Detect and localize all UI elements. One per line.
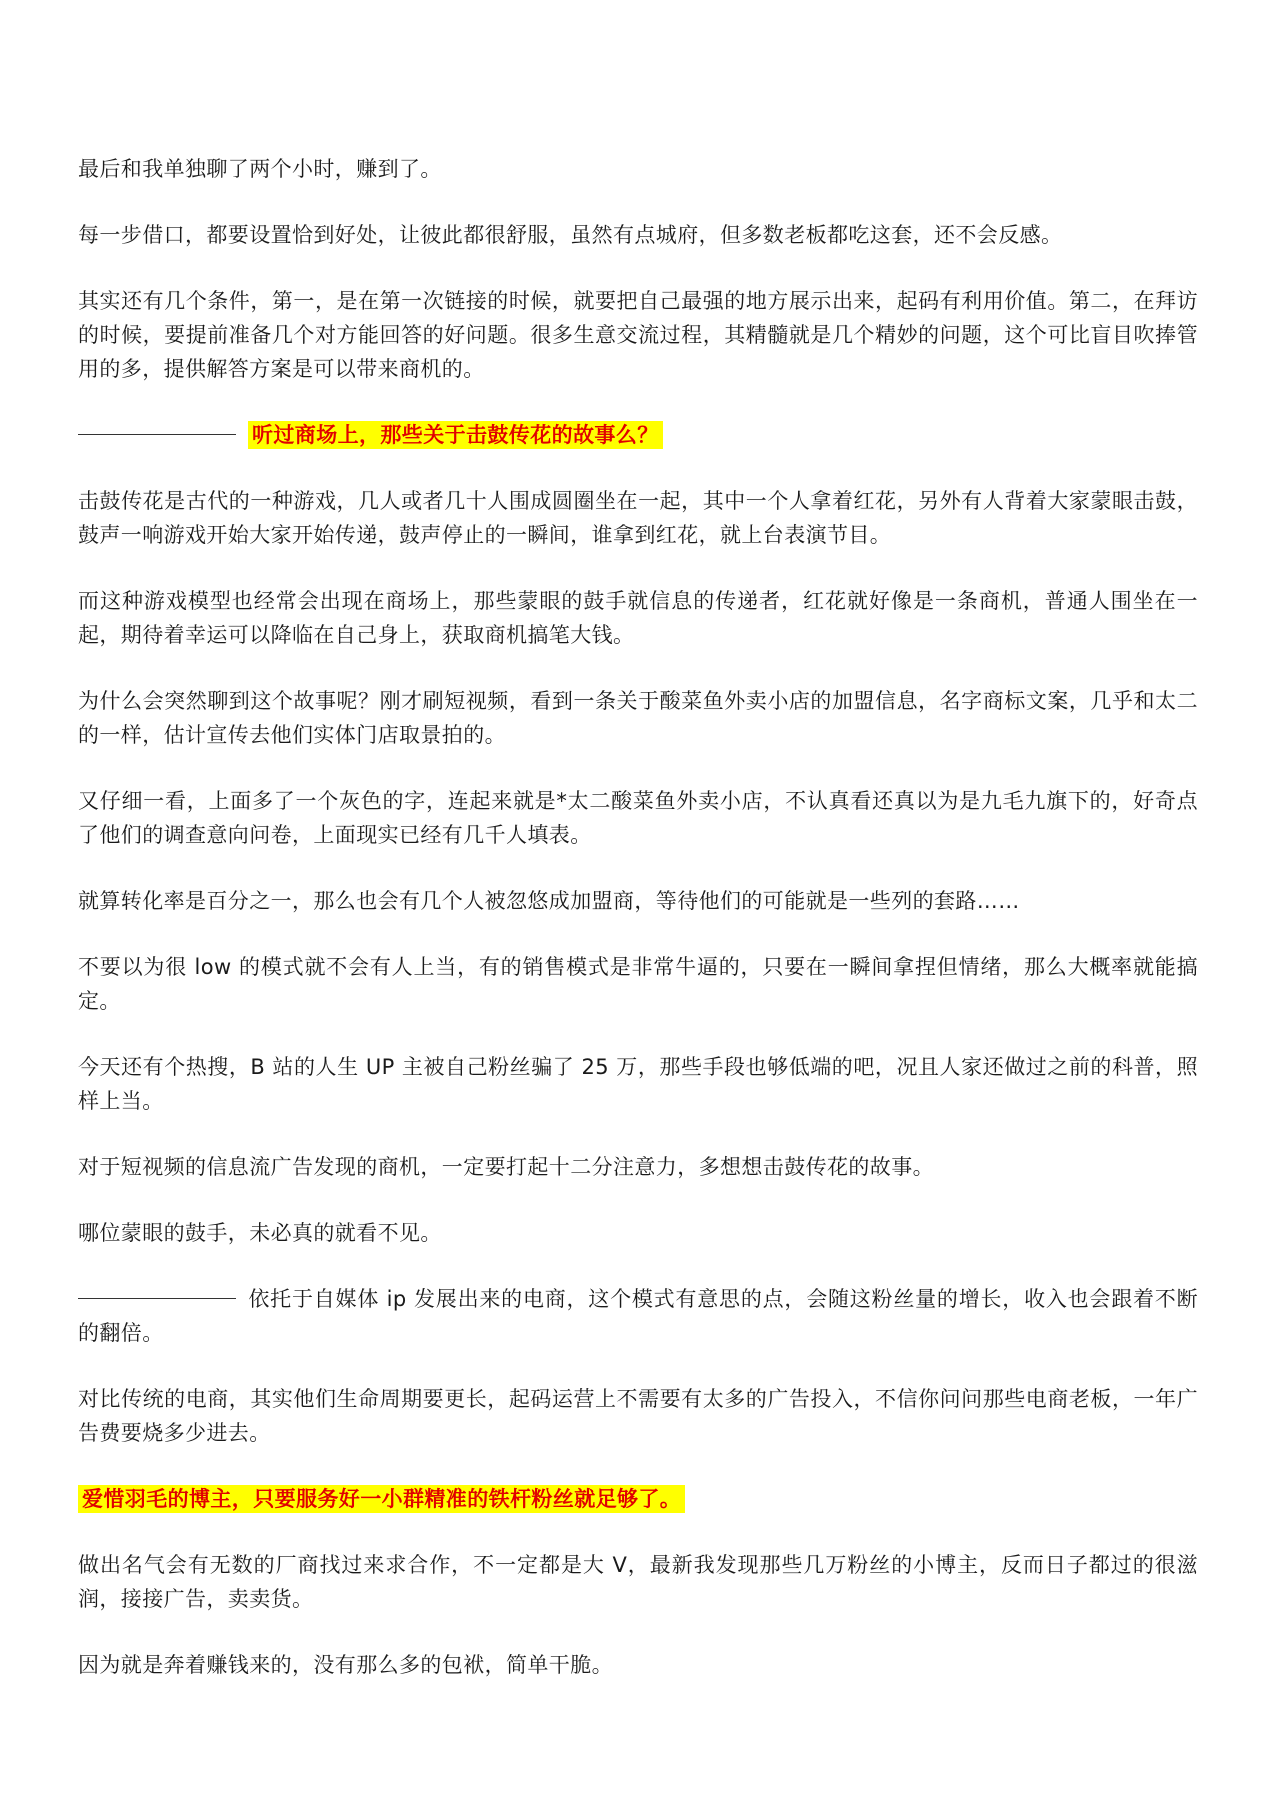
highlighted-heading: 听过商场上，那些关于击鼓传花的故事么？: [248, 421, 663, 449]
paragraph: 最后和我单独聊了两个小时，赚到了。: [78, 157, 442, 181]
section-heading: [78, 418, 1198, 452]
paragraph: 又仔细一看，上面多了一个灰色的字，连起来就是*太二酸菜鱼外卖小店，不认真看还真以为是九毛九旗下的，好奇点了他们的调查意向问卷，上面现实已经有几千人填表。: [78, 789, 1198, 847]
section-paragraph: [78, 1282, 1198, 1350]
paragraph: 对于短视频的信息流广告发现的商机，一定要打起十二分注意力，多想想击鼓传花的故事。: [78, 1155, 934, 1179]
paragraph: 就算转化率是百分之一，那么也会有几个人被忽悠成加盟商，等待他们的可能就是一些列的套路……: [78, 889, 1020, 913]
paragraph: 每一步借口，都要设置恰到好处，让彼此都很舒服，虽然有点城府，但多数老板都吃这套，还不会反感。: [78, 223, 1063, 247]
paragraph: 因为就是奔着赚钱来的，没有那么多的包袱，简单干脆。: [78, 1653, 613, 1677]
document-page: [78, 152, 1198, 1714]
paragraph: 其实还有几个条件，第一，是在第一次链接的时候，就要把自己最强的地方展示出来，起码有利用价值。第二，在拜访的时候，要提前准备几个对方能回答的好问题。很多生意交流过程，其精髓就是几个精妙的问题，这个可比盲目吹捧管用的多，提供解答方案是可以带来商机的。: [78, 289, 1198, 381]
paragraph: 对比传统的电商，其实他们生命周期要更长，起码运营上不需要有太多的广告投入，不信你问问那些电商老板，一年广告费要烧多少进去。: [78, 1387, 1198, 1445]
paragraph: 击鼓传花是古代的一种游戏，几人或者几十人围成圆圈坐在一起，其中一个人拿着红花，另外有人背着大家蒙眼击鼓，鼓声一响游戏开始大家开始传递，鼓声停止的一瞬间，谁拿到红花，就上台表演节目。: [78, 489, 1198, 547]
paragraph: 为什么会突然聊到这个故事呢？刚才刷短视频，看到一条关于酸菜鱼外卖小店的加盟信息，名字商标文案，几乎和太二的一样，估计宣传去他们实体门店取景拍的。: [78, 689, 1198, 747]
paragraph: 而这种游戏模型也经常会出现在商场上，那些蒙眼的鼓手就信息的传递者，红花就好像是一条商机，普通人围坐在一起，期待着幸运可以降临在自己身上，获取商机搞笔大钱。: [78, 589, 1198, 647]
paragraph: 今天还有个热搜，B 站的人生 UP 主被自己粉丝骗了 25 万，那些手段也够低端的吧，况且人家还做过之前的科普，照样上当。: [78, 1055, 1198, 1113]
divider-line: [78, 1298, 236, 1299]
section-text: 依托于自媒体 ip 发展出来的电商，这个模式有意思的点，会随这粉丝量的增长，收入也会跟着不断的翻倍。: [78, 1287, 1198, 1345]
section-heading: [78, 1482, 1198, 1516]
divider-line: [78, 434, 236, 435]
paragraph: 做出名气会有无数的厂商找过来求合作，不一定都是大 V，最新我发现那些几万粉丝的小博主，反而日子都过的很滋润，接接广告，卖卖货。: [78, 1553, 1198, 1611]
paragraph: 不要以为很 low 的模式就不会有人上当，有的销售模式是非常牛逼的，只要在一瞬间拿捏但情绪，那么大概率就能搞定。: [78, 955, 1198, 1013]
paragraph: 哪位蒙眼的鼓手，未必真的就看不见。: [78, 1221, 442, 1245]
highlighted-heading: 爱惜羽毛的博主，只要服务好一小群精准的铁杆粉丝就足够了。: [78, 1485, 685, 1513]
